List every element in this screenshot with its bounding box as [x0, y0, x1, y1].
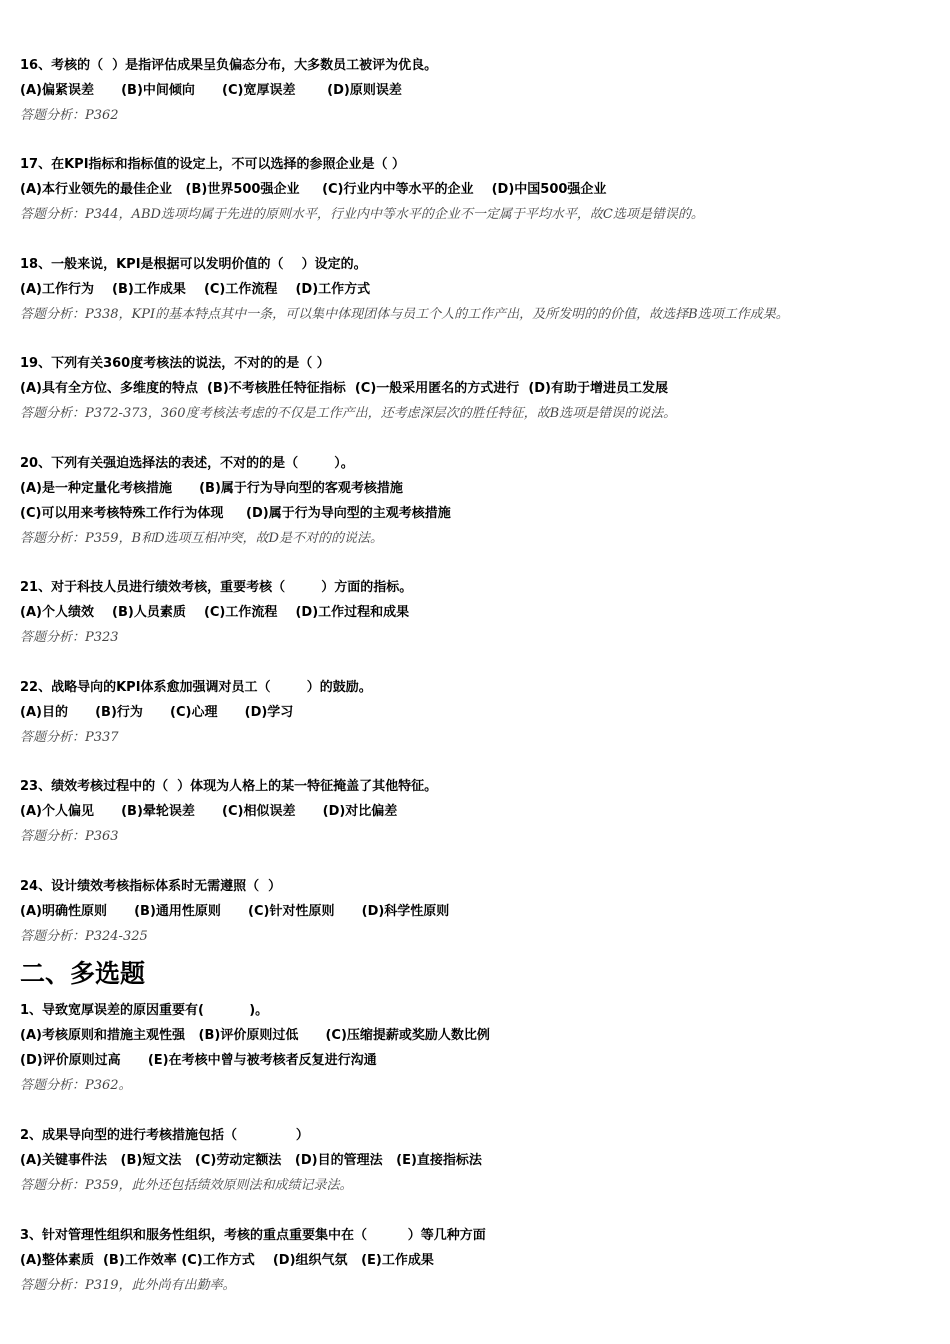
- question-options: (A)明确性原则 (B)通用性原则 (C)针对性原则 (D)科学性原则: [20, 904, 450, 919]
- section-heading: 二、多选题: [20, 959, 146, 988]
- question-options: (A)偏紧误差 (B)中间倾向 (C)宽厚误差 (D)原则误差: [20, 83, 402, 98]
- question-stem: 1、导致宽厚误差的原因重要有( )。: [20, 1003, 269, 1018]
- question-stem: 18、一般来说，KPI是根据可以发明价值的（ ）设定的。: [20, 257, 367, 272]
- question-21: [20, 575, 930, 650]
- question-options: (A)本行业领先的最佳企业 (B)世界500强企业 (C)行业内中等水平的企业 (D)中国500强企业: [20, 182, 607, 197]
- answer-analysis: 答题分析：P323: [20, 630, 119, 645]
- question-options: (A)工作行为 (B)工作成果 (C)工作流程 (D)工作方式: [20, 282, 371, 297]
- question-stem: 22、战略导向的KPI体系愈加强调对员工（ ）的鼓励。: [20, 680, 372, 695]
- question-options: (A)目的 (B)行为 (C)心理 (D)学习: [20, 705, 294, 720]
- question-stem: 23、绩效考核过程中的（ ）体现为人格上的某一特征掩盖了其他特征。: [20, 779, 438, 794]
- answer-analysis: 答题分析：P362。: [20, 1078, 132, 1093]
- question-options: (A)个人偏见 (B)晕轮误差 (C)相似误差 (D)对比偏差: [20, 804, 398, 819]
- question-stem: 16、考核的（ ）是指评估成果呈负偏态分布，大多数员工被评为优良。: [20, 58, 438, 73]
- answer-analysis: 答题分析：P344，ABD选项均属于先进的原则水平，行业内中等水平的企业不一定属于平均水平，故C选项是错误的。: [20, 207, 704, 222]
- answer-analysis: 答题分析：P338，KPI的基本特点其中一条，可以集中体现团体与员工个人的工作产出，及所发明的的价值，故选择B选项工作成果。: [20, 307, 789, 322]
- answer-analysis: 答题分析：P362: [20, 108, 119, 123]
- answer-analysis: 答题分析：P359，B和D选项互相冲突，故D是不对的的说法。: [20, 531, 383, 546]
- question-stem: 20、下列有关强迫选择法的表述，不对的的是（ ）。: [20, 456, 354, 471]
- multi-question-2: [20, 1123, 930, 1198]
- question-options: (A)整体素质 (B)工作效率 (C)工作方式 (D)组织气氛 (E)工作成果: [20, 1253, 434, 1268]
- question-22: [20, 675, 930, 750]
- answer-analysis: 答题分析：P363: [20, 829, 119, 844]
- multi-question-1: [20, 998, 930, 1098]
- question-options: (A)个人绩效 (B)人员素质 (C)工作流程 (D)工作过程和成果: [20, 605, 410, 620]
- question-stem: 21、对于科技人员进行绩效考核，重要考核（ ）方面的指标。: [20, 580, 413, 595]
- question-24: [20, 874, 930, 949]
- question-options: (A)关键事件法 (B)短文法 (C)劳动定额法 (D)目的管理法 (E)直接指标法: [20, 1153, 482, 1168]
- question-options: (A)考核原则和措施主观性强 (B)评价原则过低 (C)压缩提薪或奖励人数比例: [20, 1028, 490, 1043]
- answer-analysis: 答题分析：P319，此外尚有出勤率。: [20, 1278, 236, 1293]
- question-options: (A)是一种定量化考核措施 (B)属于行为导向型的客观考核措施: [20, 481, 403, 496]
- question-stem: 17、在KPI指标和指标值的设定上，不可以选择的参照企业是（ ）: [20, 157, 406, 172]
- question-23: [20, 774, 930, 849]
- question-stem: 3、针对管理性组织和服务性组织，考核的重点重要集中在（ ）等几种方面: [20, 1228, 486, 1243]
- question-options: (A)具有全方位、多维度的特点 (B)不考核胜任特征指标 (C)一般采用匿名的方式进行 (D)有助于增进员工发展: [20, 381, 668, 396]
- question-options: (C)可以用来考核特殊工作行为体现 (D)属于行为导向型的主观考核措施: [20, 506, 451, 521]
- answer-analysis: 答题分析：P337: [20, 730, 119, 745]
- question-stem: 2、成果导向型的进行考核措施包括（ ）: [20, 1128, 309, 1143]
- question-options: (D)评价原则过高 (E)在考核中曾与被考核者反复进行沟通: [20, 1053, 377, 1068]
- question-18: [20, 252, 930, 327]
- multi-question-3: [20, 1223, 930, 1298]
- question-17: [20, 152, 930, 227]
- question-stem: 19、下列有关360度考核法的说法，不对的的是（ ）: [20, 356, 330, 371]
- answer-analysis: 答题分析：P324-325: [20, 929, 148, 944]
- question-20: [20, 451, 930, 551]
- answer-analysis: 答题分析：P372-373，360度考核法考虑的不仅是工作产出，还考虑深层次的胜任特征，故B选项是错误的说法。: [20, 406, 677, 421]
- question-16: [20, 53, 930, 128]
- question-stem: 24、设计绩效考核指标体系时无需遵照（ ）: [20, 879, 282, 894]
- answer-analysis: 答题分析：P359，此外还包括绩效原则法和成绩记录法。: [20, 1178, 353, 1193]
- question-19: [20, 351, 930, 426]
